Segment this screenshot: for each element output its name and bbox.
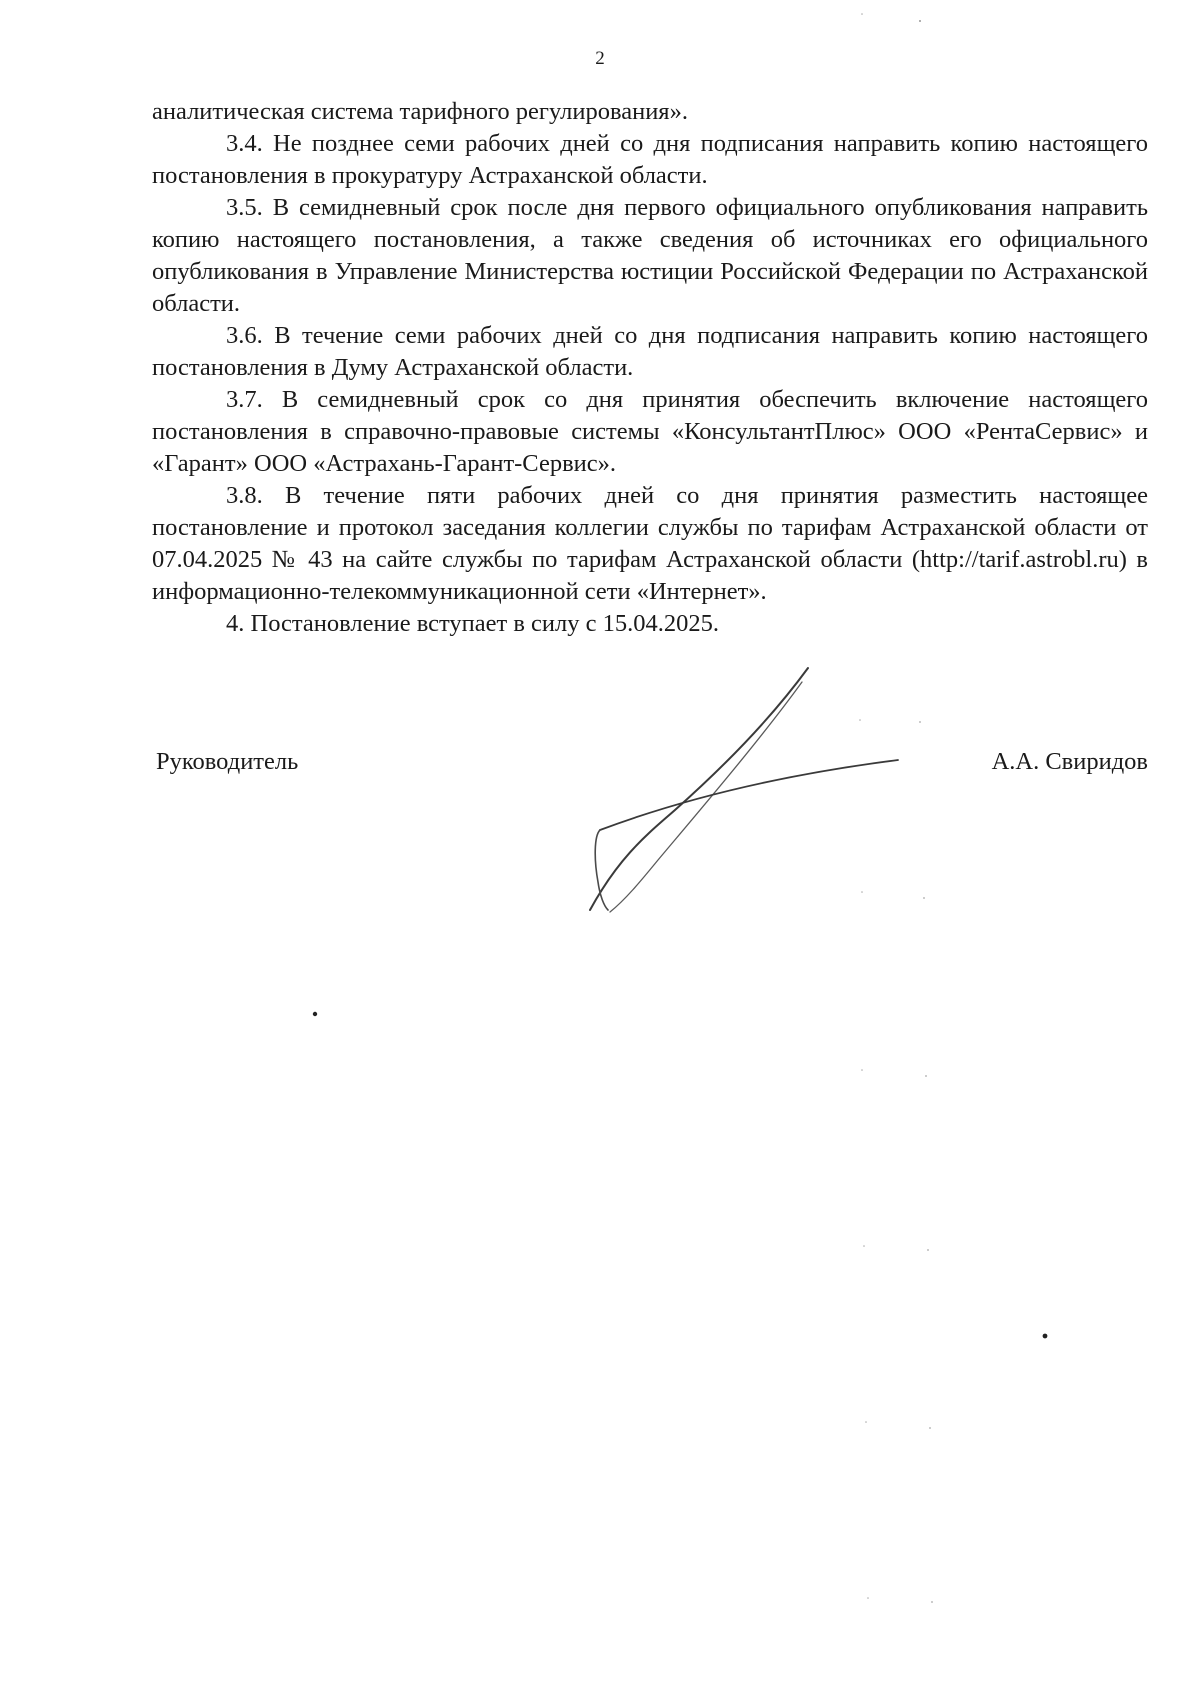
signer-name: А.А. Свиридов (991, 748, 1148, 775)
signer-title: Руководитель (156, 748, 299, 775)
paragraph-3-5: 3.5. В семидневный срок после дня первого официального опубликования направить копию настоящего постановления, а также сведения об источниках его официального опубликования в Управление Министерства юстиции Российской Федерации по Астраханской области. (152, 194, 1148, 317)
document-body (152, 96, 1148, 640)
handwritten-signature (580, 660, 920, 920)
paragraph-3-4: 3.4. Не позднее семи рабочих дней со дня подписания направить копию настоящего постановления в прокуратуру Астраханской области. (152, 130, 1148, 189)
paragraph-3-7: 3.7. В семидневный срок со дня принятия обеспечить включение настоящего постановления в справочно-правовые системы «КонсультантПлюс» ООО «РентаСервис» и «Гарант» ООО «Астрахань-Гарант-Сервис». (152, 386, 1148, 477)
paragraph-continuation: аналитическая система тарифного регулирования». (152, 98, 688, 125)
paragraph-3-6: 3.6. В течение семи рабочих дней со дня подписания направить копию настоящего постановления в Думу Астраханской области. (152, 322, 1148, 381)
paragraph-3-8: 3.8. В течение пяти рабочих дней со дня принятия разместить настоящее постановление и протокол заседания коллегии службы по тарифам Астраханской области от 07.04.2025 № 43 на сайте службы по тарифам Астраханской области (http://tarif.astrobl.ru) в информационно-телекоммуникационной сети «Интернет». (152, 482, 1148, 605)
page-number: 2 (595, 48, 605, 69)
paragraph-4: 4. Постановление вступает в силу с 15.04.2025. (226, 610, 720, 637)
